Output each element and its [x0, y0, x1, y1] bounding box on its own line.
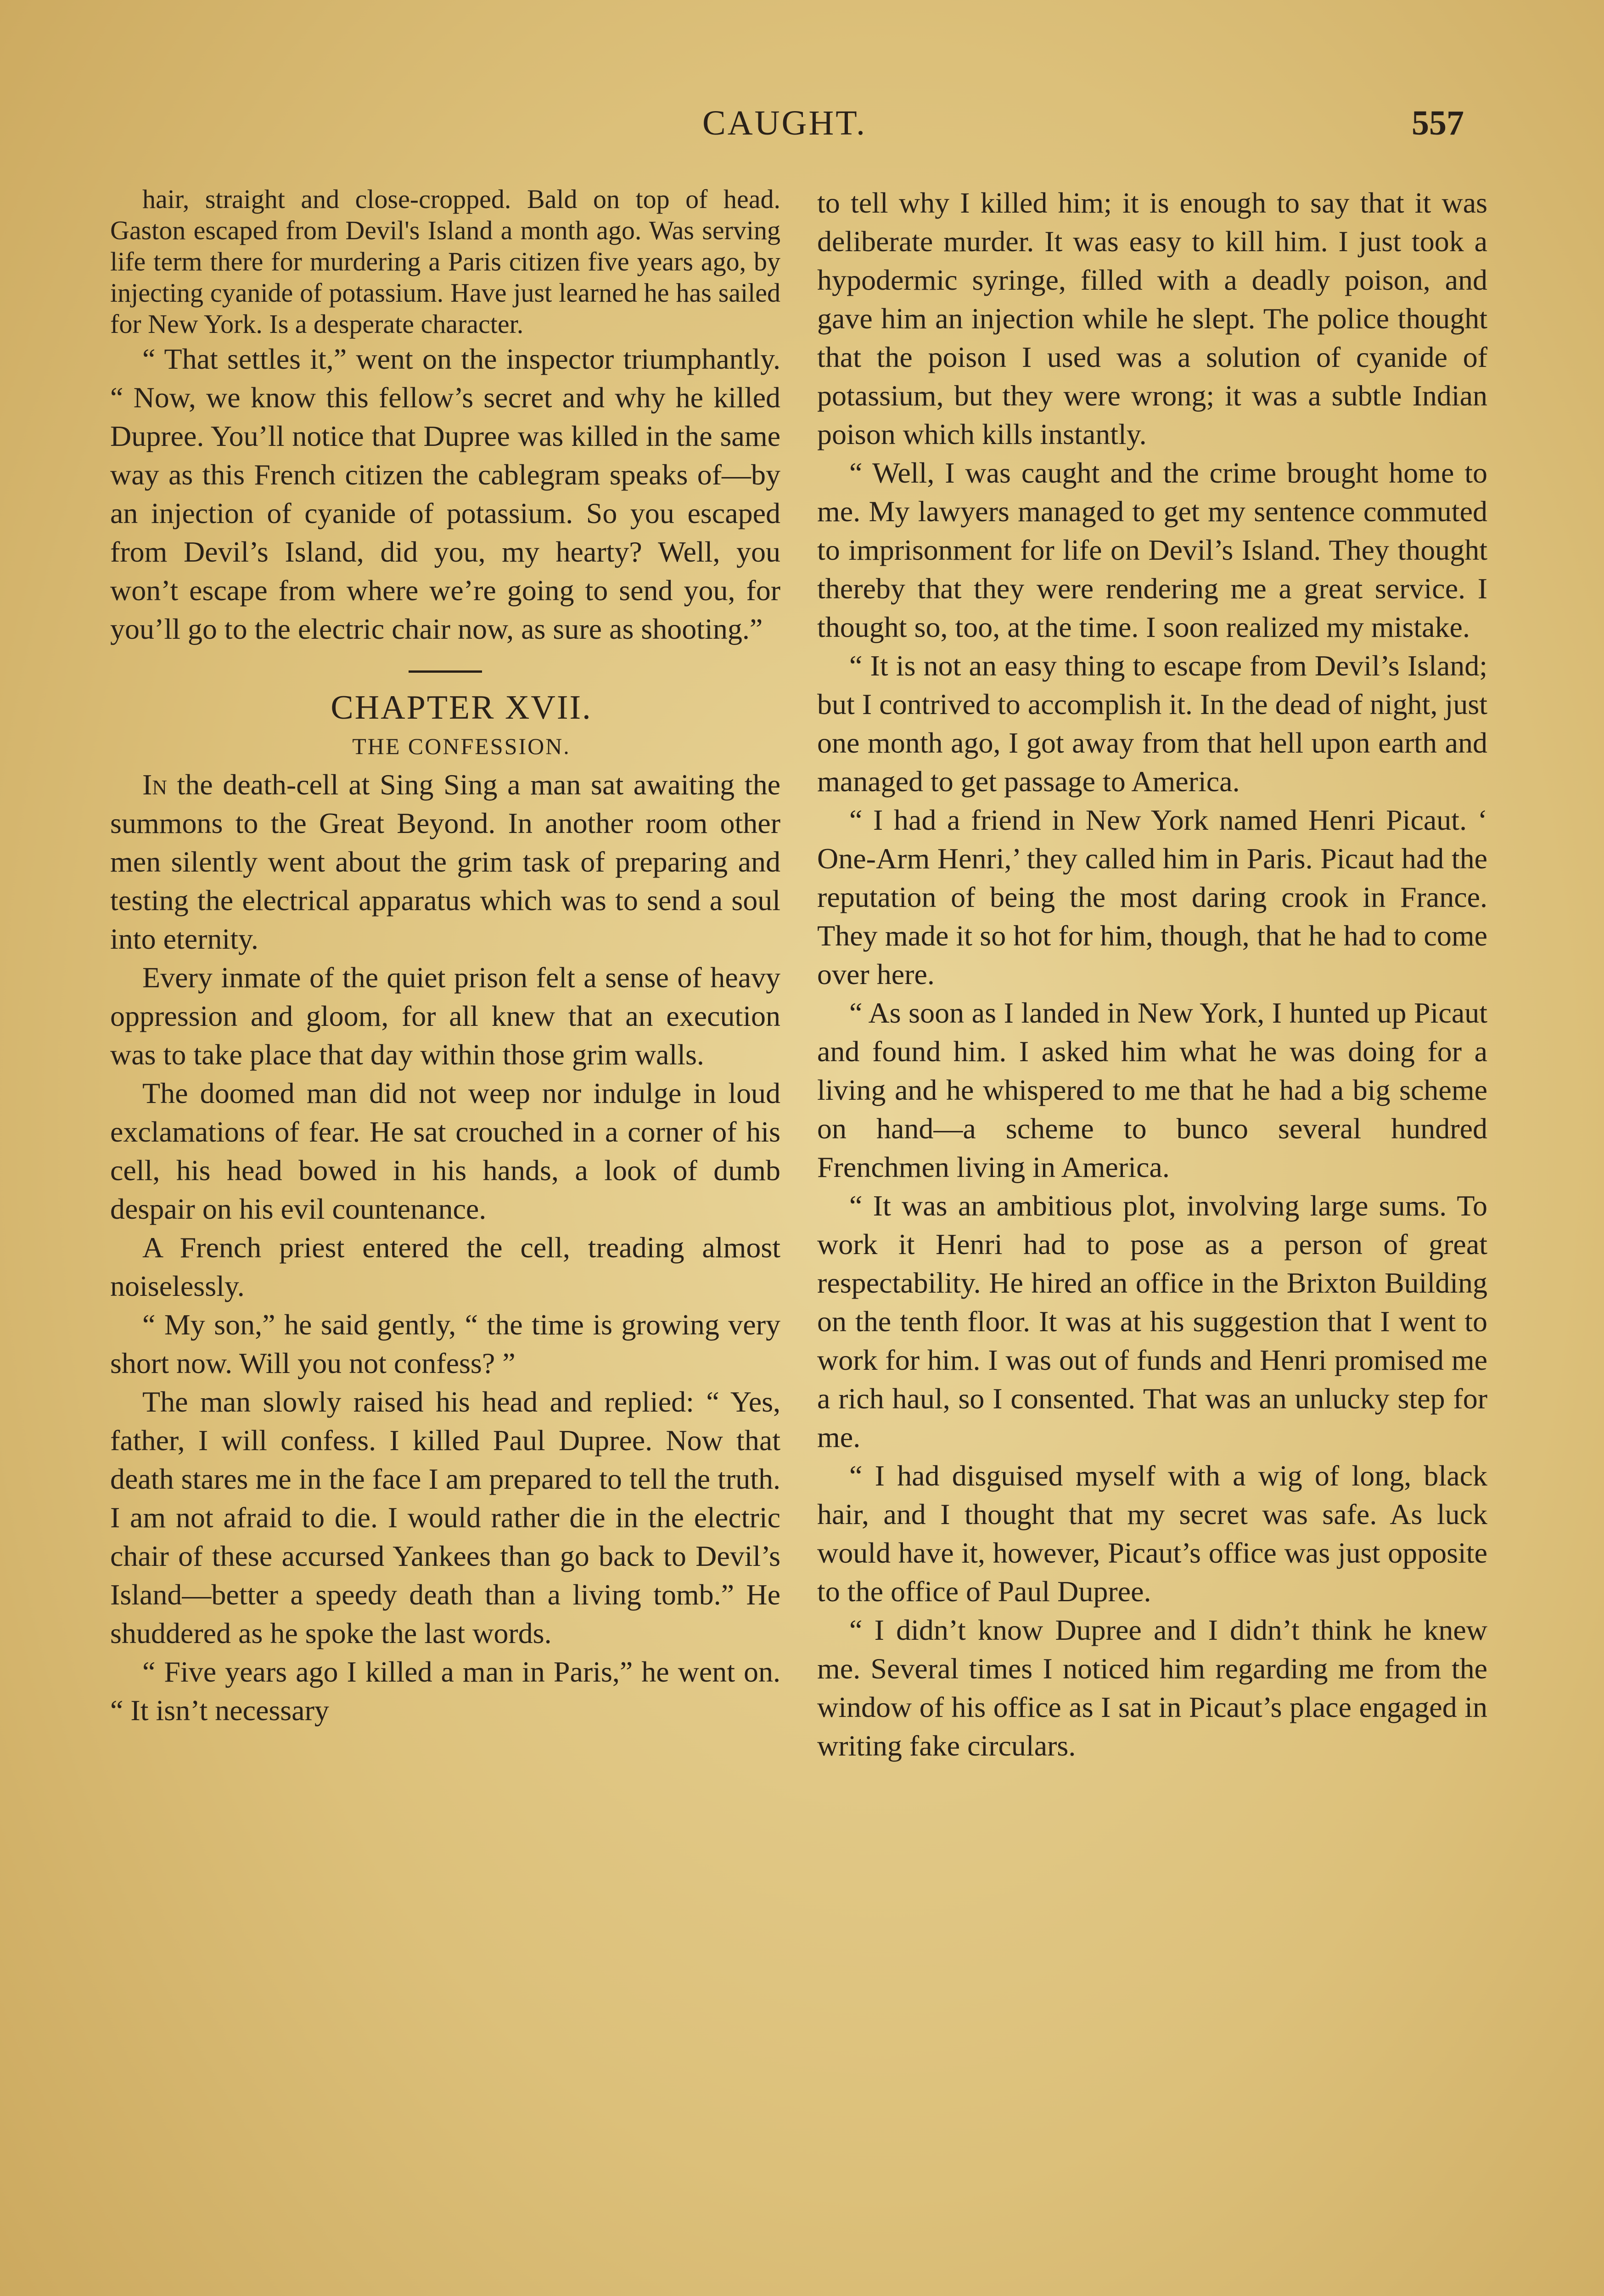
paragraph: “ I didn’t know Dupree and I didn’t think he knew me. Several times I noticed him regarding me from the window of his office as I sat in Picaut’s place engaged in writing fake circulars. — [817, 1614, 1487, 1762]
paragraph: “ Five years ago I killed a man in Paris,” he went on. “ It isn’t necessary — [110, 1655, 780, 1727]
paragraph: The man slowly raised his head and replied: “ Yes, father, I will confess. I killed Paul Dupree. Now that death stares me in the face I am prepared to tell the truth. I am not afraid to die. I would rather die in the electric chair of these accursed Yankees than go back to Devil’s Island—better a speedy death than a living tomb.” He shuddered as he spoke the last words. — [110, 1385, 780, 1649]
paragraph: “ My son,” he said gently, “ the time is growing very short now. Will you not confess? ” — [110, 1308, 780, 1379]
paragraph: “ I had a friend in New York named Henri Picaut. ‘ One-Arm Henri,’ they called him in Paris. Picaut had the reputation of being the most daring crook in France. They made it so hot for him, though, that he had to come over here. — [817, 804, 1487, 990]
page-number: 557 — [1412, 104, 1464, 142]
left-column — [110, 184, 780, 1730]
right-column — [817, 184, 1487, 1765]
running-head — [0, 103, 1604, 154]
chapter-title: CHAPTER XVII. — [331, 689, 592, 726]
paragraph: “ As soon as I landed in New York, I hunted up Picaut and found him. I asked him what he was doing for a living and he whispered to me that he had a big scheme on hand—a scheme to bunco several hundred Frenchmen living in America. — [817, 996, 1487, 1183]
paragraph: “ That settles it,” went on the inspector triumphantly. “ Now, we know this fellow’s secret and why he killed Dupree. You’ll notice that Dupree was killed in the same way as this French citizen the cablegram speaks of—by an injection of cyanide of potassium. So you escaped from Devil’s Island, did you, my hearty? Well, you won’t escape from where we’re going to send you, for you’ll go to the electric chair now, as sure as shooting.” — [110, 343, 780, 645]
chapter-subtitle: THE CONFESSION. — [352, 733, 571, 759]
paragraph: “ It was an ambitious plot, involving large sums. To work it Henri had to pose as a person of great respectability. He hired an office in the Brixton Building on the tenth floor. It was at his suggestion that I went to work for him. I was out of funds and Henri promised me a rich haul, so I consented. That was an unlucky step for me. — [817, 1189, 1487, 1453]
running-title: CAUGHT. — [702, 104, 867, 142]
paragraph-text: the death-cell at Sing Sing a man sat awaiting the summons to the Great Beyond. In another room other men silently went about the grim task of preparing and testing the electrical apparatus which was to send a soul into eternity. — [110, 768, 780, 955]
paragraph: Every inmate of the quiet prison felt a sense of heavy oppression and gloom, for all knew that an execution was to take place that day within those grim walls. — [110, 961, 780, 1071]
section-divider — [409, 670, 482, 673]
paragraph: “ Well, I was caught and the crime brought home to me. My lawyers managed to get my sentence commuted to imprisonment for life on Devil’s Island. They thought thereby that they were rendering me a great service. I thought so, too, at the time. I soon realized my mistake. — [817, 456, 1487, 643]
paragraph: The doomed man did not weep nor indulge in loud exclamations of fear. He sat crouched in a corner of his cell, his head bowed in his hands, a look of dumb despair on his evil countenance. — [110, 1077, 780, 1225]
paragraph: “ It is not an easy thing to escape from Devil’s Island; but I contrived to accomplish it. In the dead of night, just one month ago, I got away from that hell upon earth and managed to get passage to America. — [817, 649, 1487, 798]
paragraph: A French priest entered the cell, treading almost noiselessly. — [110, 1231, 780, 1302]
paragraph — [110, 765, 780, 958]
paragraph: to tell why I killed him; it is enough to say that it was deliberate murder. It was easy to kill him. I just took a hypodermic syringe, filled with a deadly poison, and gave him an injection while he slept. The police thought that the poison I used was a solution of cyanide of potassium, but they were wrong; it was a subtle Indian poison which kills instantly. — [817, 186, 1487, 450]
cablegram-text: hair, straight and close-cropped. Bald on top of head. Gaston escaped from Devil's Island a month ago. Was serving life term there for murdering a Paris citizen five years ago, by injecting cyanide of potassium. Have just learned he has sailed for New York. Is a desperate character. — [110, 184, 780, 339]
drop-word: In — [142, 768, 167, 801]
paragraph: “ I had disguised myself with a wig of long, black hair, and I thought that my secret was safe. As luck would have it, however, Picaut’s office was just opposite to the office of Paul Dupree. — [817, 1459, 1487, 1608]
